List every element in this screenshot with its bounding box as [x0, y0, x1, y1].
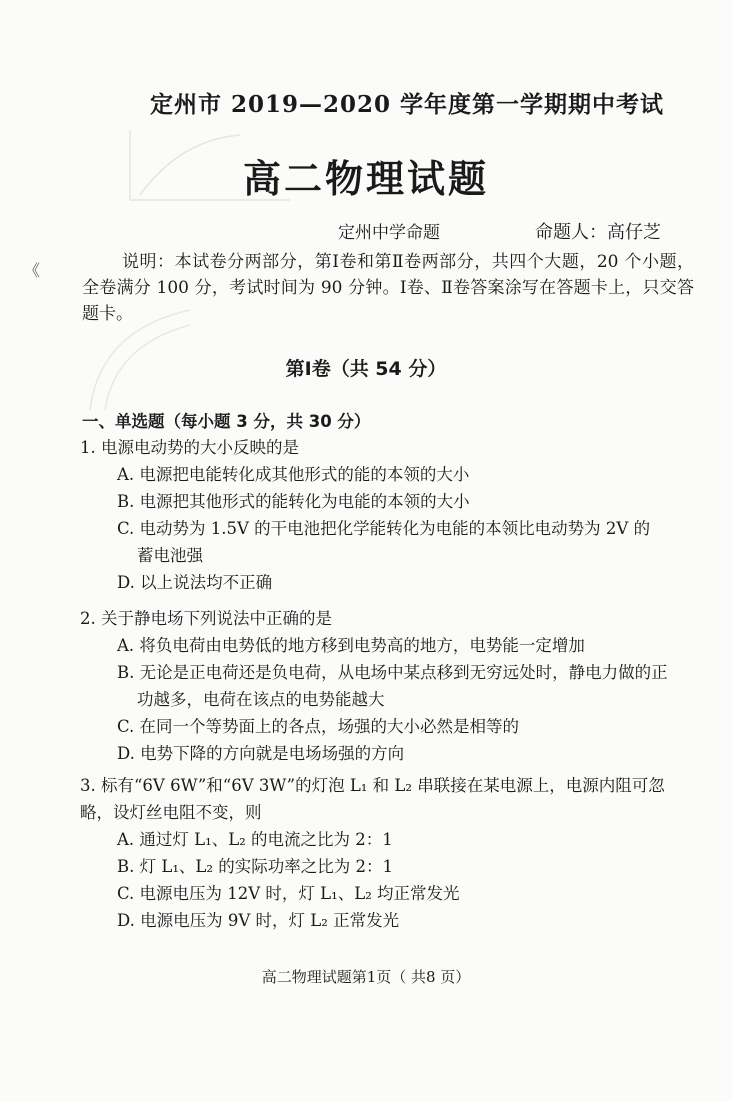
instructions: 说明：本试卷分两部分，第Ⅰ卷和第Ⅱ卷两部分，共四个大题，20 个小题，全卷满分 100 分，考试时间为 90 分钟。Ⅰ卷、Ⅱ卷答案涂写在答题卡上，只交答题卡。 [82, 252, 694, 324]
option-d: D. 以上说法均不正确 [117, 573, 273, 592]
option-d: D. 电源电压为 9V 时，灯 L₂ 正常发光 [117, 911, 400, 930]
school-label: 定州中学命题 [338, 223, 440, 243]
question-stem: 2. 关于静电场下列说法中正确的是 [80, 609, 332, 628]
question-stem: 1. 电源电动势的大小反映的是 [80, 438, 299, 457]
option-line: B. 无论是正电荷还是负电荷，从电场中某点移到无穷远处时，静电力做的正 [117, 663, 668, 682]
subject-title: 高二物理试题 [242, 157, 489, 201]
option-a: A. 将负电荷由电势低的地方移到电势高的地方，电势能一定增加 [117, 636, 585, 655]
option-line-continued: 蓄电池强 [137, 546, 203, 565]
question-2 [80, 605, 700, 767]
section-title: 第Ⅰ卷（共 54 分） [285, 358, 447, 380]
question-1 [80, 434, 700, 596]
question-stem-continued: 略，设灯丝电阻不变，则 [80, 803, 262, 822]
option-line: C. 电动势为 1.5V 的干电池把化学能转化为电能的本领比电动势为 2V 的 [117, 519, 651, 538]
author-label: 命题人：高仔芝 [535, 222, 661, 243]
option-c: C. 电源电压为 12V 时，灯 L₁、L₂ 均正常发光 [117, 884, 460, 903]
option-b: B. 灯 L₁、L₂ 的实际功率之比为 2：1 [117, 857, 393, 876]
margin-mark: 《 [24, 261, 41, 280]
option-a: A. 通过灯 L₁、L₂ 的电流之比为 2：1 [117, 830, 393, 849]
option-c: C. 在同一个等势面上的各点，场强的大小必然是相等的 [117, 717, 520, 736]
option-a: A. 电源把电能转化成其他形式的能的本领的大小 [117, 465, 470, 484]
option-b [80, 659, 700, 713]
question-stem: 3. 标有“6V 6W”和“6V 3W”的灯泡 L₁ 和 L₂ 串联接在某电源上，电源内阻可忽 [80, 776, 665, 795]
option-d: D. 电势下降的方向就是电场场强的方向 [117, 744, 405, 763]
option-line-continued: 功越多，电荷在该点的电势能越大 [137, 690, 385, 709]
part-heading: 一、单选题（每小题 3 分，共 30 分） [82, 412, 371, 431]
option-c [80, 515, 700, 569]
option-b: B. 电源把其他形式的能转化为电能的本领的大小 [117, 492, 470, 511]
page-footer: 高二物理试题第1页（ 共8 页） [261, 968, 471, 986]
question-3 [80, 772, 700, 934]
exam-title: 定州市 2019—2020 学年度第一学期期中考试 [150, 91, 665, 118]
